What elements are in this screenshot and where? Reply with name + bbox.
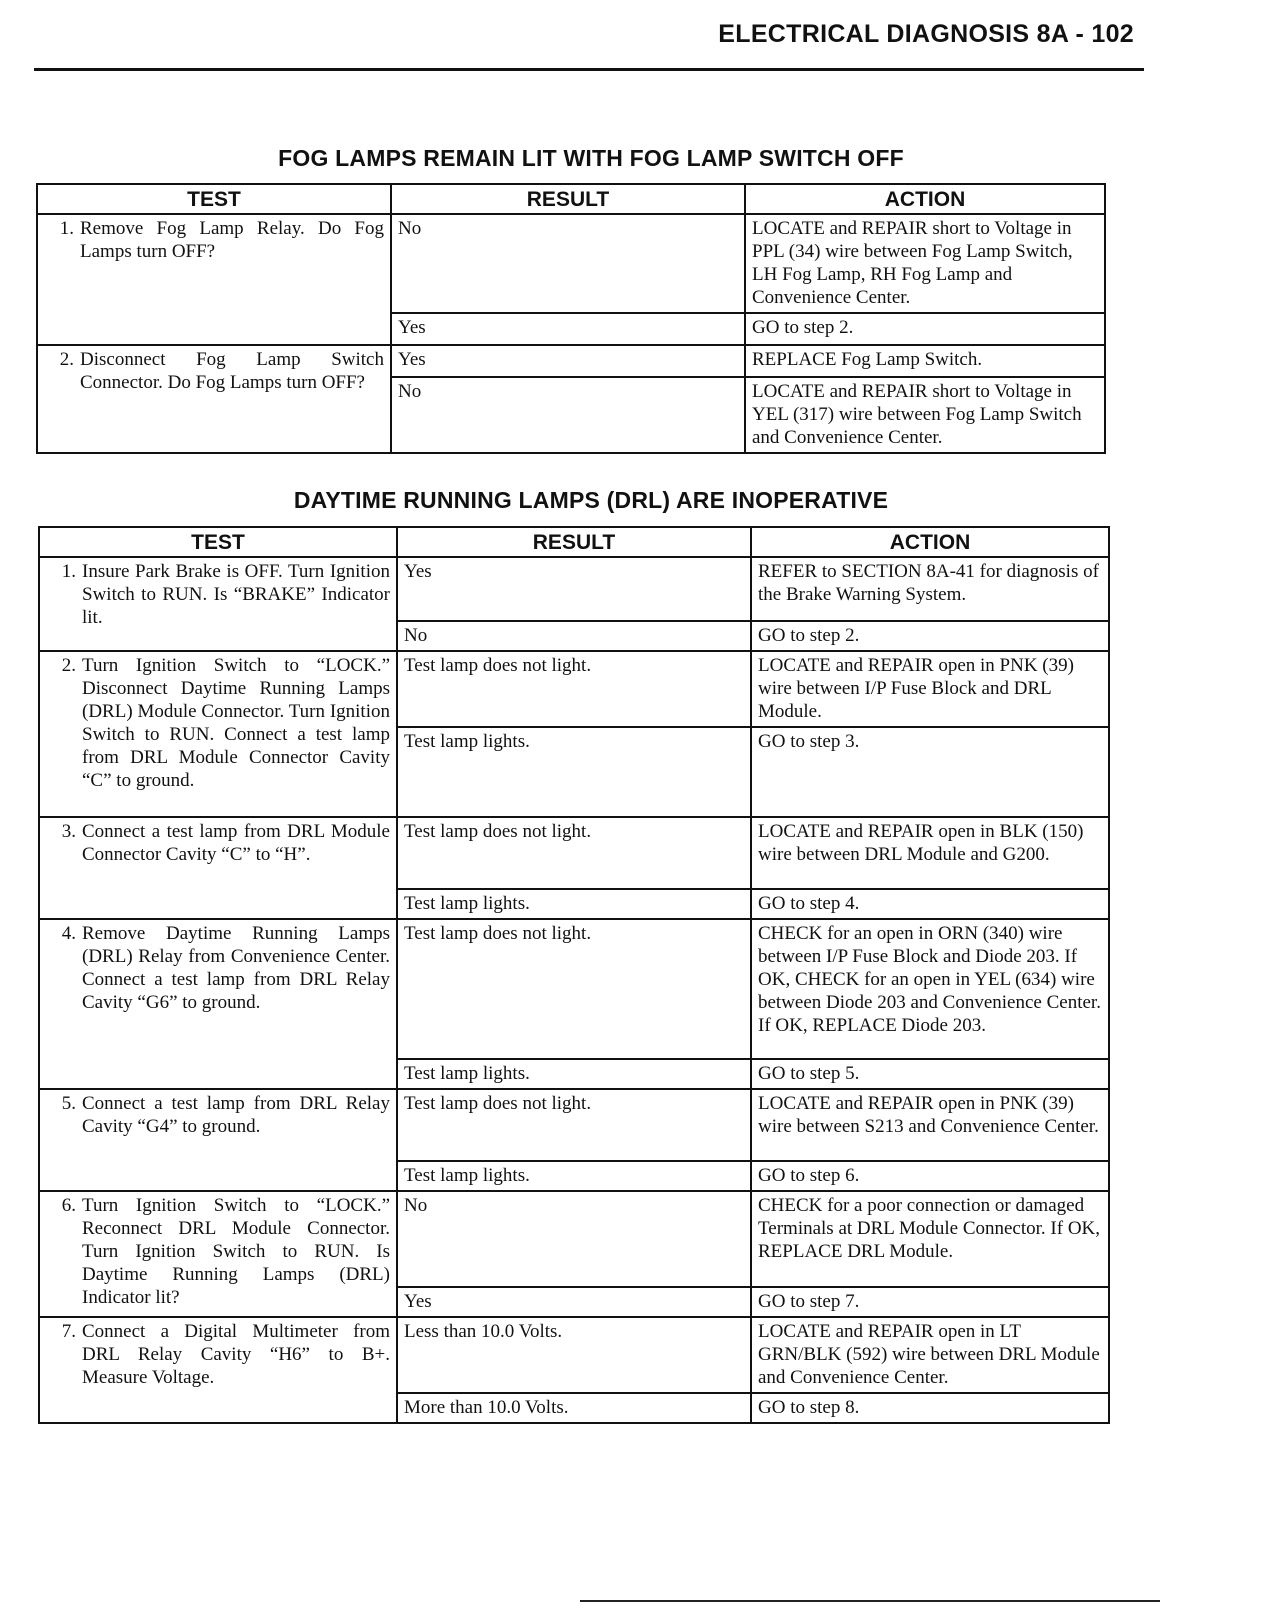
- footer-rule: [580, 1600, 1160, 1602]
- result-cell: Test lamp does not light.: [397, 817, 751, 889]
- action-cell: LOCATE and REPAIR short to Voltage in YEL (317) wire between Fog Lamp Switch and Convenience Center.: [745, 377, 1105, 453]
- result-cell: No: [391, 214, 745, 313]
- result-cell: Yes: [397, 1287, 751, 1317]
- action-cell: REFER to SECTION 8A-41 for diagnosis of the Brake Warning System.: [751, 557, 1109, 621]
- step-number: 6.: [61, 1195, 76, 1216]
- table-row: [39, 1317, 1109, 1393]
- result-cell: Test lamp does not light.: [397, 651, 751, 727]
- result-cell: No: [397, 1191, 751, 1287]
- result-cell: Yes: [391, 345, 745, 377]
- test-cell: [39, 1089, 397, 1191]
- result-cell: Less than 10.0 Volts.: [397, 1317, 751, 1393]
- result-cell: Test lamp lights.: [397, 727, 751, 817]
- test-text: Turn Ignition Switch to “LOCK.” Disconnect Daytime Running Lamps (DRL) Module Connector. Turn Ignition Switch to RUN. Connect a test lamp from DRL Module Connector Cavity “C” to ground.: [82, 655, 390, 791]
- result-cell: Yes: [397, 557, 751, 621]
- table-row: [39, 817, 1109, 889]
- action-cell: LOCATE and REPAIR short to Voltage in PPL (34) wire between Fog Lamp Switch, LH Fog Lamp, RH Fog Lamp and Convenience Center.: [745, 214, 1105, 313]
- action-cell: LOCATE and REPAIR open in LT GRN/BLK (592) wire between DRL Module and Convenience Center.: [751, 1317, 1109, 1393]
- test-column-header: TEST: [39, 527, 397, 557]
- result-cell: Test lamp does not light.: [397, 1089, 751, 1161]
- step-number: 2.: [61, 655, 76, 676]
- result-cell: Test lamp does not light.: [397, 919, 751, 1059]
- step-number: 3.: [61, 821, 76, 842]
- action-cell: GO to step 4.: [751, 889, 1109, 919]
- test-cell: [39, 651, 397, 817]
- result-column-header: RESULT: [391, 184, 745, 214]
- fog-diagnosis-table: [36, 183, 1106, 454]
- test-text: Disconnect Fog Lamp Switch Connector. Do Fog Lamps turn OFF?: [80, 349, 384, 393]
- action-cell: LOCATE and REPAIR open in PNK (39) wire between S213 and Convenience Center.: [751, 1089, 1109, 1161]
- step-number: 2.: [59, 349, 74, 370]
- result-column-header: RESULT: [397, 527, 751, 557]
- test-cell: [37, 345, 391, 453]
- page-header: ELECTRICAL DIAGNOSIS 8A - 102: [718, 20, 1134, 48]
- action-cell: CHECK for an open in ORN (340) wire between I/P Fuse Block and Diode 203. If OK, CHECK for an open in YEL (634) wire between Diode 203 and Convenience Center. If OK, REPLACE Diode 203.: [751, 919, 1109, 1059]
- drl-section-title: DAYTIME RUNNING LAMPS (DRL) ARE INOPERATIVE: [293, 487, 889, 513]
- test-cell: [39, 1317, 397, 1423]
- action-cell: GO to step 7.: [751, 1287, 1109, 1317]
- test-column-header: TEST: [37, 184, 391, 214]
- table-row: [39, 919, 1109, 1059]
- action-cell: GO to step 8.: [751, 1393, 1109, 1423]
- result-cell: No: [397, 621, 751, 651]
- action-cell: LOCATE and REPAIR open in BLK (150) wire between DRL Module and G200.: [751, 817, 1109, 889]
- table-row: [39, 1191, 1109, 1287]
- result-cell: Test lamp lights.: [397, 1059, 751, 1089]
- action-cell: GO to step 2.: [745, 313, 1105, 345]
- step-number: 5.: [61, 1093, 76, 1114]
- table-row: [39, 1089, 1109, 1161]
- test-text: Connect a Digital Multimeter from DRL Relay Cavity “H6” to B+. Measure Voltage.: [82, 1321, 390, 1388]
- test-text: Turn Ignition Switch to “LOCK.” Reconnect DRL Module Connector. Turn Ignition Switch to RUN. Is Daytime Running Lamps (DRL) Indicator lit?: [82, 1195, 390, 1308]
- test-cell: [37, 214, 391, 345]
- test-text: Connect a test lamp from DRL Relay Cavity “G4” to ground.: [82, 1093, 390, 1137]
- result-cell: Test lamp lights.: [397, 1161, 751, 1191]
- result-cell: More than 10.0 Volts.: [397, 1393, 751, 1423]
- test-text: Insure Park Brake is OFF. Turn Ignition Switch to RUN. Is “BRAKE” Indicator lit.: [82, 561, 390, 628]
- action-cell: CHECK for a poor connection or damaged Terminals at DRL Module Connector. If OK, REPLACE DRL Module.: [751, 1191, 1109, 1287]
- step-number: 1.: [61, 561, 76, 582]
- action-cell: REPLACE Fog Lamp Switch.: [745, 345, 1105, 377]
- test-text: Remove Fog Lamp Relay. Do Fog Lamps turn OFF?: [80, 218, 384, 262]
- action-cell: GO to step 3.: [751, 727, 1109, 817]
- test-text: Remove Daytime Running Lamps (DRL) Relay from Convenience Center. Connect a test lamp from DRL Relay Cavity “G6” to ground.: [82, 923, 390, 1013]
- fog-section-title: FOG LAMPS REMAIN LIT WITH FOG LAMP SWITCH OFF: [278, 145, 904, 171]
- table-row: [37, 214, 1105, 313]
- test-cell: [39, 557, 397, 651]
- test-text: Connect a test lamp from DRL Module Connector Cavity “C” to “H”.: [82, 821, 390, 865]
- drl-diagnosis-table: [38, 526, 1110, 1424]
- action-cell: GO to step 5.: [751, 1059, 1109, 1089]
- table-header-row: [37, 184, 1105, 214]
- test-cell: [39, 817, 397, 919]
- header-rule: [34, 68, 1144, 71]
- step-number: 1.: [59, 218, 74, 239]
- action-column-header: ACTION: [751, 527, 1109, 557]
- step-number: 4.: [61, 923, 76, 944]
- table-row: [39, 557, 1109, 621]
- step-number: 7.: [61, 1321, 76, 1342]
- test-cell: [39, 1191, 397, 1317]
- test-cell: [39, 919, 397, 1089]
- action-cell: LOCATE and REPAIR open in PNK (39) wire between I/P Fuse Block and DRL Module.: [751, 651, 1109, 727]
- action-column-header: ACTION: [745, 184, 1105, 214]
- table-row: [39, 651, 1109, 727]
- action-cell: GO to step 6.: [751, 1161, 1109, 1191]
- result-cell: Test lamp lights.: [397, 889, 751, 919]
- result-cell: No: [391, 377, 745, 453]
- table-row: [37, 345, 1105, 377]
- table-header-row: [39, 527, 1109, 557]
- result-cell: Yes: [391, 313, 745, 345]
- action-cell: GO to step 2.: [751, 621, 1109, 651]
